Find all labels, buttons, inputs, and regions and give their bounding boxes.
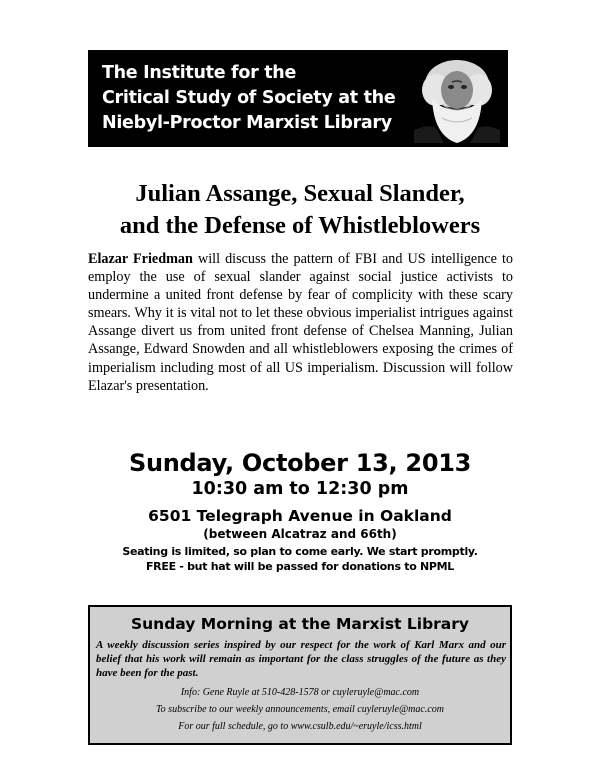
series-info-box (88, 605, 512, 745)
event-date: Sunday, October 13, 2013 (128, 449, 472, 477)
title-line-2: and the Defense of Whistleblowers (119, 212, 481, 239)
series-title: Sunday Morning at the Marxist Library (130, 615, 470, 633)
free-note: FREE - but hat will be passed for donations to NPML (145, 560, 455, 573)
subscribe-info: To subscribe to our weekly announcements, email cuyleruyle@mac.com (156, 704, 444, 715)
banner-title (102, 61, 395, 136)
event-address: 6501 Telegraph Avenue in Oakland (148, 507, 452, 525)
event-time: 10:30 am to 12:30 pm (191, 479, 409, 499)
seating-note: Seating is limited, so plan to come early. We start promptly. (122, 545, 478, 558)
event-cross-streets: (between Alcatraz and 66th) (203, 527, 397, 541)
banner-line-2: Critical Study of Society at the (102, 88, 396, 108)
schedule-info: For our full schedule, go to www.csulb.edu/~eruyle/icss.html (178, 721, 422, 732)
banner-line-3: Niebyl-Proctor Marxist Library (102, 113, 392, 133)
contact-info: Info: Gene Ruyle at 510-428-1578 or cuyleruyle@mac.com (180, 687, 420, 698)
series-description: A weekly discussion series inspired by our respect for the work of Karl Marx and our belief that his work will remain as important for the class struggles of the future as they have been for the past. (96, 639, 506, 679)
banner-line-1: The Institute for the (102, 63, 297, 83)
title-line-1: Julian Assange, Sexual Slander, (135, 180, 465, 207)
header-banner (88, 50, 508, 147)
karl-marx-portrait-icon (414, 54, 500, 143)
event-description (88, 250, 513, 395)
page-title (60, 178, 540, 242)
speaker-name: Elazar Friedman (88, 251, 193, 267)
description-text: will discuss the pattern of FBI and US intelligence to employ the use of sexual slander against social justice activists to undermine a united front defense by fear of complicity with these scary smears. Why it is vital not to let these obvious imperialist intrigues against Assange divert us from united front defense of Chelsea Manning, Julian Assange, Edward Snowden and all whistleblowers exposing the crimes of imperialism including most of all US imperialism. Discussion will follow Elazar's presentation. (88, 251, 514, 394)
